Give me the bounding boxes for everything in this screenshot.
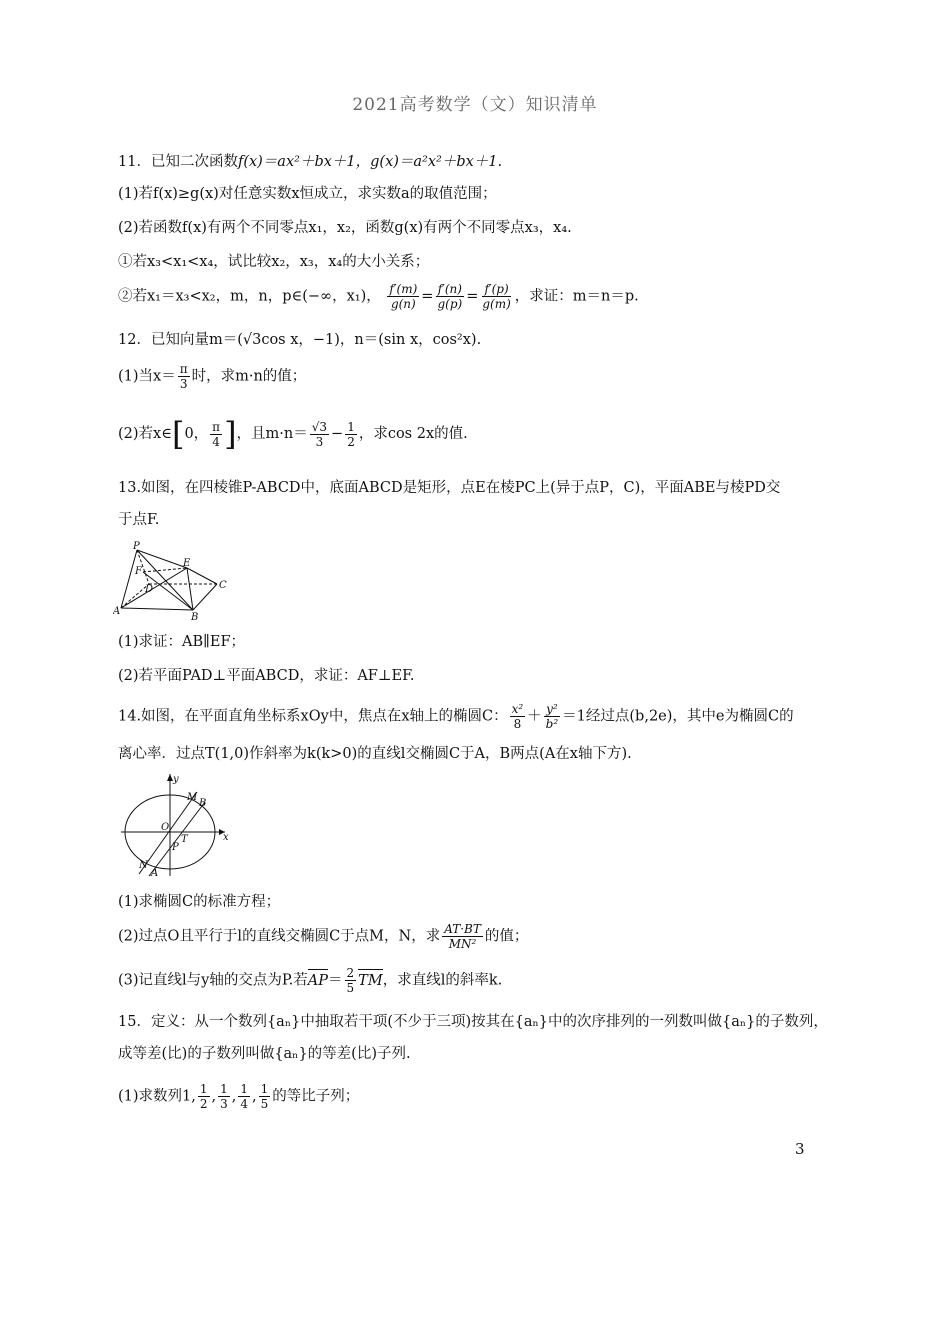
q15-part1-suffix: 的等比子列； — [272, 1088, 360, 1105]
q15-term: $\frac{1}{2}$ — [199, 1082, 208, 1111]
q14-label-O: O — [161, 822, 170, 833]
q14-label-A: A — [151, 868, 159, 879]
q12-stem: 12．已知向量m＝(√3cos x，−1)，n＝(sin x，cos²x). — [118, 332, 482, 348]
page-header: 2021高考数学（文）知识清单 — [352, 95, 598, 115]
q13-label-F: F — [135, 566, 142, 577]
q14-part3: (3)记直线l与y轴的交点为P.若AP＝ $\frac{2}{5}$ TM，求直线l的斜率k. — [118, 966, 503, 995]
q11-part1: (1)若f(x)≥g(x)对任意实数x恒成立，求实数a的取值范围； — [118, 186, 497, 202]
q12-part1-prefix: (1)当x＝ — [118, 368, 176, 385]
q12-part2-mid: ，且m·n＝ — [236, 426, 308, 442]
q11-stem — [118, 152, 502, 172]
q12-fraction-b: $\frac{1}{2}$ — [347, 419, 355, 449]
q14-part2-suffix: 的值； — [484, 928, 529, 945]
q14-vector-AP: AP — [307, 972, 329, 989]
q14-part3-suffix: ，求直线l的斜率k. — [382, 972, 503, 989]
q14-label-P: P — [172, 842, 179, 853]
q12-part1-fraction: $\frac{\pi}{3}$ — [179, 362, 188, 391]
q11-part2b-suffix: ，求证：m＝n＝p. — [514, 288, 639, 305]
q12-part2-prefix: (2)若x∈ — [118, 426, 172, 442]
q14-stem-line1: 14.如图，在平面直角坐标系xOy中，焦点在x轴上的椭圆C： $\frac{\text{x²}}{8}$ ＋ $\frac{\text{y²}}{\text{b²}}$ ＝1经过点(b,2e)，其中e为椭圆C的 — [118, 702, 794, 731]
q11-fraction-2: $\frac{f'(n)}{g(p)}$ — [437, 282, 463, 311]
q14-label-T: T — [181, 834, 188, 845]
q14-label-y: y — [173, 774, 179, 785]
q13-part2: (2)若平面PAD⊥平面ABCD，求证：AF⊥EF. — [118, 668, 415, 684]
q13-part1: (1)求证：AB∥EF； — [118, 634, 246, 650]
q15-term: $\frac{1}{4}$ — [240, 1082, 249, 1111]
q14-part3-prefix: (3)记直线l与y轴的交点为P.若 — [118, 972, 308, 989]
q14-part3-fraction: $\frac{2}{5}$ — [346, 966, 355, 995]
q14-label-M: M — [187, 792, 198, 803]
q11-stem-prefix: 11．已知二次函数 — [118, 154, 238, 170]
q14-vector-TM: TM — [358, 972, 383, 989]
q14-ellipse-figure — [113, 772, 238, 880]
page-number: 3 — [795, 1140, 805, 1158]
q15-part1-prefix: (1)求数列1, — [118, 1088, 196, 1105]
q15-part1: (1)求数列1, $\frac{1}{2}$ , $\frac{1}{3}$ , $\frac{1}{4}$ , $\frac{1}{5}$ 的等比子列； — [118, 1082, 360, 1111]
q13-label-C: C — [219, 580, 227, 591]
q13-label-D: D — [145, 584, 154, 595]
q13-label-P: P — [133, 541, 140, 552]
q15-term: $\frac{1}{5}$ — [260, 1082, 269, 1111]
q12-part2-suffix: ，求cos 2x的值. — [358, 426, 468, 442]
q12-interval: [ 0， $\frac{\pi}{4}$ ] — [171, 415, 237, 453]
q14-label-B: B — [199, 798, 207, 809]
q14-label-x: x — [223, 832, 229, 843]
q13-label-A: A — [113, 606, 121, 617]
q12-part1-suffix: 时，求m·n的值； — [191, 368, 307, 385]
q14-stem-line2: 离心率．过点T(1,0)作斜率为k(k>0)的直线l交椭圆C于A，B两点(A在x轴下方). — [118, 746, 632, 762]
q15-term: $\frac{1}{3}$ — [220, 1082, 228, 1111]
q13-stem-line1: 13.如图，在四棱锥P-ABCD中，底面ABCD是矩形，点E在棱PC上(异于点P，C)，平面ABE与棱PD交 — [118, 480, 781, 496]
q13-label-E: E — [183, 558, 191, 569]
q13-pyramid-figure — [113, 540, 233, 620]
q12-fraction-a: $\frac{√3}{3}$ — [311, 419, 328, 449]
q14-part2 — [118, 922, 528, 951]
q14-part1: (1)求椭圆C的标准方程； — [118, 894, 281, 910]
q12-part1 — [118, 362, 306, 391]
q14-fraction-x: $\frac{\text{x²}}{8}$ — [511, 702, 524, 731]
q15-stem-line2: 成等差(比)的子数列叫做{aₙ}的等差(比)子列. — [118, 1046, 411, 1062]
q12-part2: (2)若x∈ [ 0， $\frac{\pi}{4}$ ] ，且m·n＝ $\frac{√3}{3}$ − $\frac{1}{2}$ ，求cos 2x的值. — [118, 415, 468, 453]
q11-fraction-1: $\frac{f'(m)}{g(n)}$ — [389, 282, 418, 311]
q15-stem-line1: 15．定义：从一个数列{aₙ}中抽取若干项(不少于三项)按其在{aₙ}中的次序排列的一列数叫做{aₙ}的子数列， — [118, 1014, 828, 1030]
q13-stem-line2: 于点F. — [118, 512, 160, 528]
q11-stem-formula: f(x)＝ax²＋bx＋1，g(x)＝a²x²＋bx＋1. — [237, 154, 503, 170]
q14-stem-suffix: ＝1经过点(b,2e)，其中e为椭圆C的 — [562, 708, 794, 725]
q14-part2-prefix: (2)过点O且平行于l的直线交椭圆C于点M，N，求 — [118, 928, 441, 945]
q13-label-B: B — [191, 612, 199, 620]
q11-fraction-3: $\frac{f'(p)}{g(m)}$ — [482, 282, 511, 311]
q14-label-N: N — [139, 860, 148, 871]
q11-part2a: ①若x₃<x₁<x₄，试比较x₂，x₃，x₄的大小关系； — [118, 254, 430, 270]
q14-fraction-y: $\frac{\text{y²}}{\text{b²}}$ — [545, 702, 559, 731]
q11-part2b-prefix: ②若x₁＝x₃<x₂，m，n，p∈(−∞，x₁)， — [118, 288, 381, 305]
q11-part2: (2)若函数f(x)有两个不同零点x₁，x₂，函数g(x)有两个不同零点x₃，x₄. — [118, 220, 572, 236]
q14-stem-prefix: 14.如图，在平面直角坐标系xOy中，焦点在x轴上的椭圆C： — [118, 708, 508, 725]
q14-part2-fraction: $\frac{AT\cdot BT}{\text{MN²}}$ — [444, 922, 481, 951]
q11-part2b: ②若x₁＝x₃<x₂，m，n，p∈(−∞，x₁)， $\frac{f'(m)}{g(n)}$ = $\frac{f'(n)}{g(p)}$ = $\frac{f'(p)}{g(m)}$ ，求证：m＝n＝p. — [118, 282, 639, 311]
